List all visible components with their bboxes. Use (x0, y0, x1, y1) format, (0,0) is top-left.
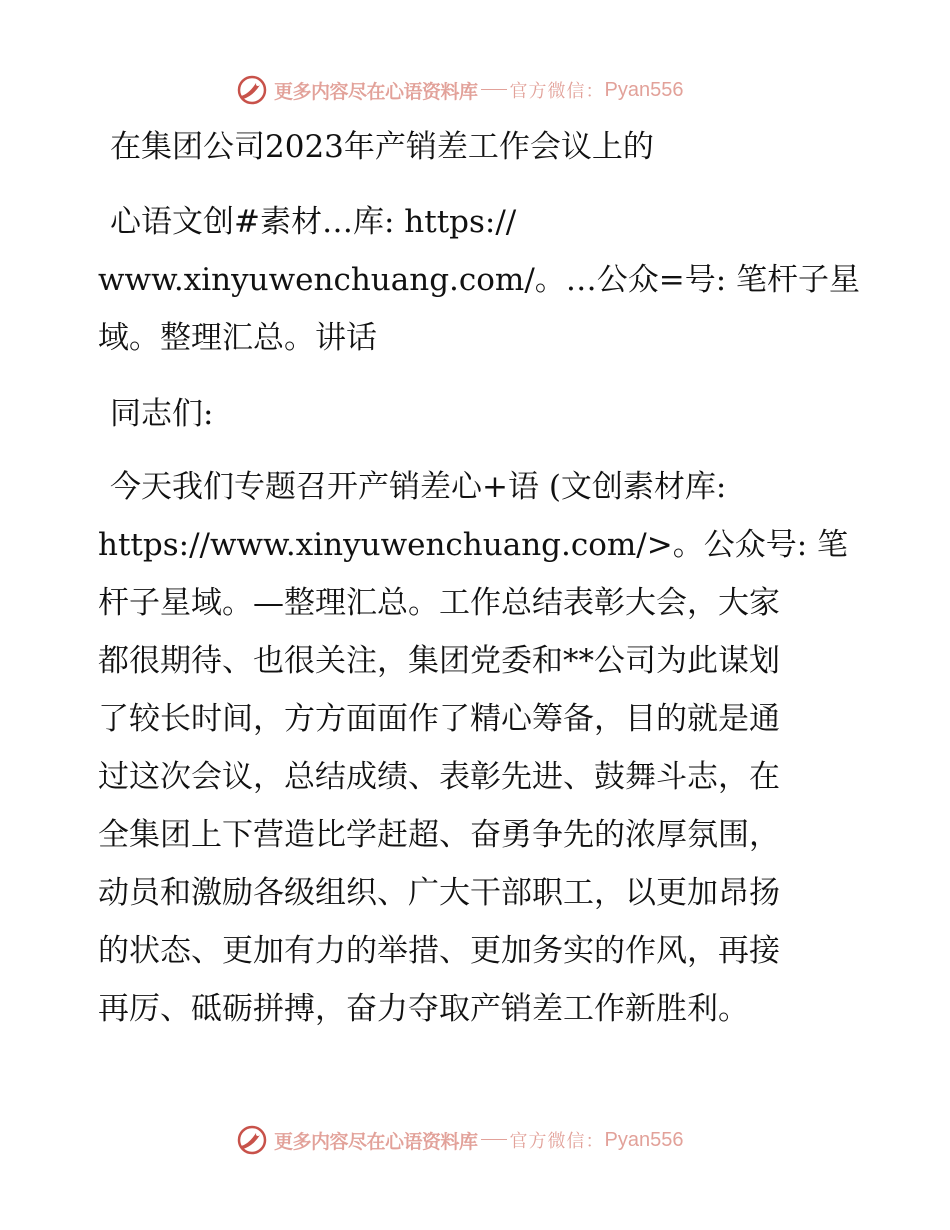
paragraph-line: 了较长时间，方方面面作了精心筹备，目的就是通 (98, 701, 780, 737)
watermark-sub-text: 官方微信： (509, 1131, 605, 1152)
paragraph-line: 再厉、砥砺拼搏，奋力夺取产销差工作新胜利。 (98, 991, 749, 1027)
source-line: 域。整理汇总。讲话 (98, 320, 377, 356)
watermark-sub-text: 官方微信： (509, 81, 605, 102)
paragraph-line: 过这次会议，总结成绩、表彰先进、鼓舞斗志，在 (98, 759, 780, 795)
pen-logo-icon (236, 1124, 268, 1156)
salutation: 同志们: (110, 396, 214, 432)
watermark-wechat-id: Pyan556 (604, 78, 684, 101)
header-watermark (236, 72, 683, 108)
paragraph-line: 全集团上下营造比学赶超、奋勇争先的浓厚氛围， (98, 817, 780, 853)
paragraph-line: https://www.xinyuwenchuang.com/>。公众号: 笔 (98, 527, 849, 563)
watermark-separator (481, 89, 507, 90)
paragraph-line: 杆子星域。—整理汇总。工作总结表彰大会，大家 (98, 585, 780, 621)
watermark-main-text: 更多内容尽在心语资料库 (274, 80, 478, 103)
paragraph-line: 动员和激励各级组织、广大干部职工，以更加昂扬 (98, 875, 780, 911)
watermark-wechat-id: Pyan556 (604, 1128, 684, 1151)
pen-logo-icon (236, 74, 268, 106)
watermark-main-text: 更多内容尽在心语资料库 (274, 1130, 478, 1153)
paragraph-line: 的状态、更加有力的举措、更加务实的作风，再接 (98, 933, 780, 969)
paragraph-line: 都很期待、也很关注，集团党委和**公司为此谋划 (98, 643, 780, 679)
footer-watermark (236, 1122, 683, 1158)
source-line: 心语文创#素材…库: https:// (110, 204, 517, 240)
watermark-separator (481, 1139, 507, 1140)
source-line: www.xinyuwenchuang.com/。…公众=号: 笔杆子星 (98, 262, 861, 298)
document-title: 在集团公司2023年产销差工作会议上的 (110, 129, 654, 165)
paragraph-line: 今天我们专题召开产销差心+语 (文创素材库: (110, 469, 727, 505)
